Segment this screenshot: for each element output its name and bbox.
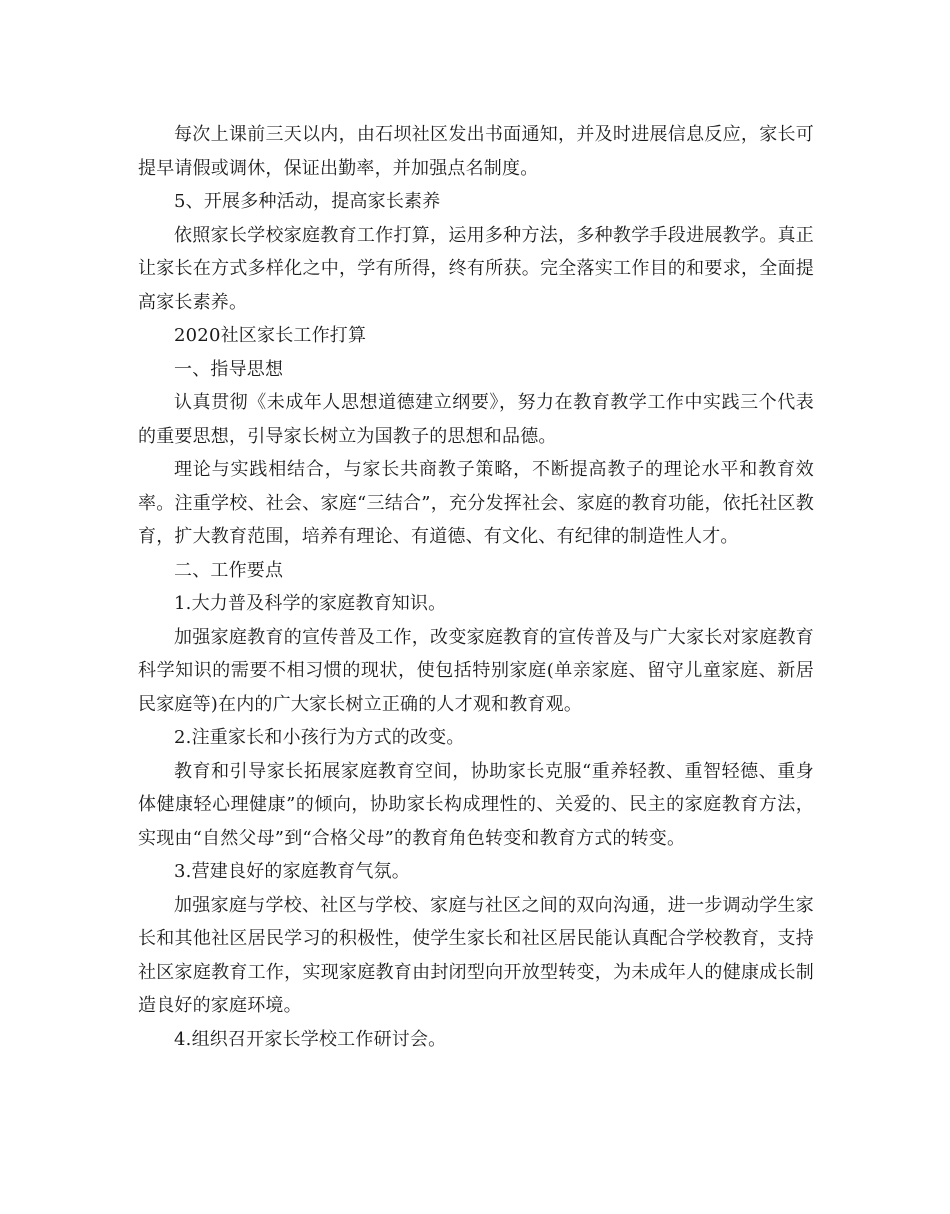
paragraph-ideology: 认真贯彻《未成年人思想道德建立纲要》，努力在教育教学工作中实践三个代表的重要思想，引导家长树立为国教子的思想和品德。: [138, 392, 814, 447]
heading-work-points: 二、工作要点: [174, 559, 284, 581]
paragraph-attendance-notice: 每次上课前三天以内，由石坝社区发出书面通知，并及时进展信息反应，家长可提早请假或调休，保证出勤率，并加强点名制度。: [138, 124, 814, 179]
paragraph-point-2: 教育和引导家长拓展家庭教育空间，协助家长克服“重养轻教、重智轻德、重身体健康轻心理健康”的倾向，协助家长构成理性的、关爱的、民主的家庭教育方法，实现由“自然父母”到“合格父母”的教育角色转变和教育方式的转变。: [138, 760, 814, 849]
heading-point-4: 4.组织召开家长学校工作研讨会。: [174, 1028, 447, 1050]
document-body: [138, 118, 814, 1056]
paragraph-point-1: 加强家庭教育的宣传普及工作，改变家庭教育的宣传普及与广大家长对家庭教育科学知识的需要不相习惯的现状，使包括特别家庭(单亲家庭、留守儿童家庭、新居民家庭等)在内的广大家长树立正确的人才观和教育观。: [138, 626, 814, 715]
paragraph-point-3: 加强家庭与学校、社区与学校、家庭与社区之间的双向沟通，进一步调动学生家长和其他社区居民学习的积极性，使学生家长和社区居民能认真配合学校教育，支持社区家庭教育工作，实现家庭教育由封闭型向开放型转变，为未成年人的健康成长制造良好的家庭环境。: [138, 894, 814, 1016]
paragraph-theory-practice: 理论与实践相结合，与家长共商教子策略，不断提高教子的理论水平和教育效率。注重学校、社会、家庭“三结合”，充分发挥社会、家庭的教育功能，依托社区教育，扩大教育范围，培养有理论、有道德、有文化、有纪律的制造性人才。: [138, 459, 814, 547]
heading-guiding-ideology: 一、指导思想: [174, 358, 284, 380]
heading-point-3: 3.营建良好的家庭教育气氛。: [174, 861, 410, 882]
heading-plan-title: 2020社区家长工作打算: [174, 325, 367, 346]
heading-point-2: 2.注重家长和小孩行为方式的改变。: [174, 727, 465, 748]
heading-point-1: 1.大力普及科学的家庭教育知识。: [174, 593, 447, 614]
paragraph-teaching-methods: 依照家长学校家庭教育工作打算，运用多种方法，多种教学手段进展教学。真正让家长在方式多样化之中，学有所得，终有所获。完全落实工作目的和要求，全面提高家长素养。: [138, 224, 814, 313]
heading-activities: 5、开展多种活动，提高家长素养: [174, 191, 441, 212]
